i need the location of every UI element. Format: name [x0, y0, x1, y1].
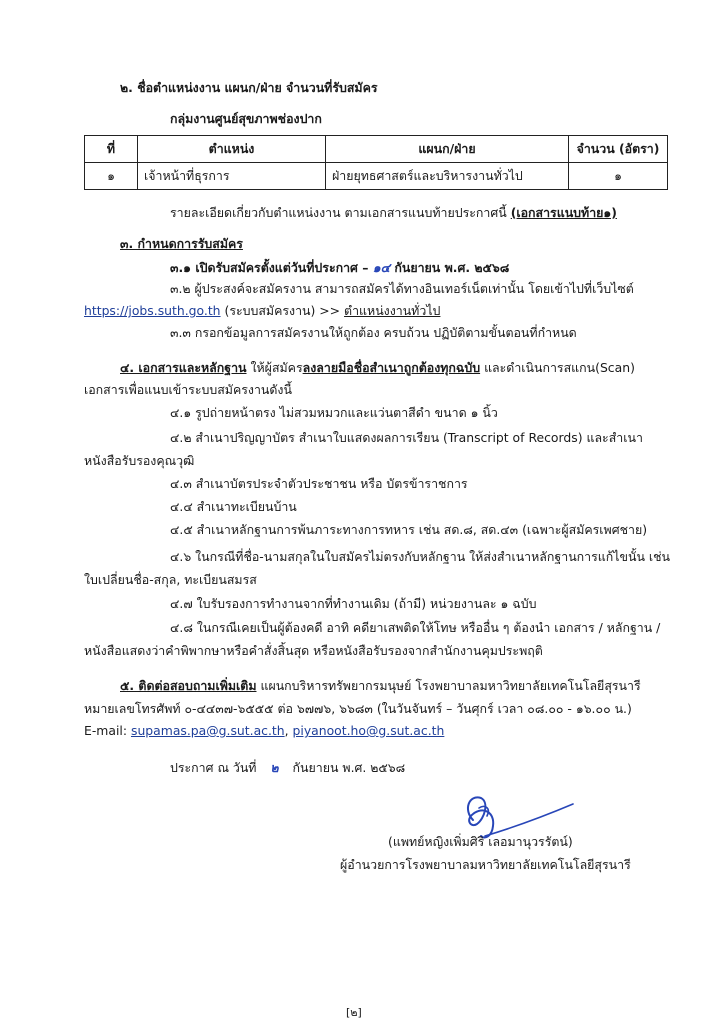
section5-email: E-mail: supamas.pa@g.sut.ac.th, piyanoot.ho@g.sut.ac.th — [84, 723, 445, 738]
item1-prefix: ๓.๑ เปิดรับสมัครตั้งแต่วันที่ประกาศ – — [170, 260, 369, 275]
position-table — [84, 135, 668, 190]
section4-intro — [120, 359, 635, 377]
section4-item7: ๔.๗ ใบรับรองการทำงานจากที่ทำงานเดิม (ถ้ามี) หน่วยงานละ ๑ ฉบับ — [170, 596, 537, 611]
section3-heading-text: ๓. กำหนดการรับสมัคร — [120, 236, 243, 251]
section4-item2-line1: ๔.๒ สำเนาปริญญาบัตร สำเนาใบแสดงผลการเรียน (Transcript of Records) และสำเนา — [170, 430, 643, 445]
col-header-no: ที่ — [85, 136, 138, 163]
section4-item8-line2: หนังสือแสดงว่าคำพิพากษาหรือคำสั่งสิ้นสุด หรือหนังสือรับรองจากสำนักงานคุมประพฤติ — [84, 643, 543, 658]
section3-heading — [120, 235, 243, 253]
section5-line1 — [120, 677, 641, 695]
section3-item3: ๓.๓ กรอกข้อมูลการสมัครงานให้ถูกต้อง ครบถ้วน ปฏิบัติตามขั้นตอนที่กำหนด — [170, 325, 577, 340]
section4-heading: ๔. เอกสารและหลักฐาน — [120, 360, 247, 375]
page-number: [๒] — [346, 1006, 362, 1019]
email-link-2[interactable]: piyanoot.ho@g.sut.ac.th — [292, 723, 445, 738]
table-row — [85, 163, 668, 190]
cell-no: ๑ — [85, 163, 138, 190]
section4-intro-end: และดำเนินการสแกน(Scan) — [484, 360, 635, 375]
section4-item3: ๔.๓ สำเนาบัตรประจำตัวประชาชน หรือ บัตรข้าราชการ — [170, 476, 468, 491]
section4-item8-line1: ๔.๘ ในกรณีเคยเป็นผู้ต้องคดี อาทิ คดียาเสพติดให้โทษ หรืออื่น ๆ ต้องนำ เอกสาร / หลักฐาน / — [170, 620, 661, 635]
section4-item2-line2: หนังสือรับรองคุณวุฒิ — [84, 453, 195, 468]
col-header-department: แผนก/ฝ่าย — [326, 136, 569, 163]
section2-heading: ๒. ชื่อตำแหน่งงาน แผนก/ฝ่าย จำนวนที่รับสมัคร — [120, 80, 378, 95]
cell-department: ฝ่ายยุทธศาสตร์และบริหารงานทั่วไป — [326, 163, 569, 190]
section4-item6-line2: ใบเปลี่ยนชื่อ-สกุล, ทะเบียนสมรส — [84, 572, 257, 587]
section4-intro-bold: ลงลายมือชื่อสำเนาถูกต้องทุกฉบับ — [302, 360, 481, 375]
section4-intro-line2: เอกสารเพื่อแนบเข้าระบบสมัครงานดังนี้ — [84, 382, 292, 397]
email-label: E-mail: — [84, 723, 128, 738]
announce-suffix: กันยายน พ.ศ. ๒๕๖๘ — [292, 760, 406, 775]
signer-title: ผู้อำนวยการโรงพยาบาลมหาวิทยาลัยเทคโนโลยีสุรนารี — [340, 857, 631, 872]
announce-date — [170, 759, 405, 777]
section5-heading: ๕. ติดต่อสอบถามเพิ่มเติม — [120, 678, 257, 693]
announce-day-handwritten: ๒ — [270, 760, 279, 775]
section2-group: กลุ่มงานศูนย์สุขภาพช่องปาก — [170, 111, 322, 126]
section3-item2-line2 — [84, 302, 440, 320]
section4-intro-mid: ให้ผู้สมัคร — [250, 360, 303, 375]
email-link-1[interactable]: supamas.pa@g.sut.ac.th — [130, 723, 285, 738]
section5-phone: หมายเลขโทรศัพท์ ๐-๔๔๓๗-๖๕๕๕ ต่อ ๖๗๗๖, ๖๖๘๓ (ในวันจันทร์ – วันศุกร์ เวลา ๐๘.๐๐ - ๑๖.๐๐ น.) — [84, 701, 632, 716]
signer-name: (แพทย์หญิงเพิ่มศิริ เลอมานุวรรัตน์) — [388, 834, 573, 849]
section3-item2-line1: ๓.๒ ผู้ประสงค์จะสมัครงาน สามารถสมัครได้ทางอินเทอร์เน็ตเท่านั้น โดยเข้าไปที่เว็บไซต์ — [170, 281, 634, 296]
col-header-count: จำนวน (อัตรา) — [569, 136, 668, 163]
item2-mid: (ระบบสมัครงาน) >> — [224, 303, 341, 318]
detail-text: รายละเอียดเกี่ยวกับตำแหน่งงาน ตามเอกสารแนบท้ายประกาศนี้ — [170, 205, 507, 220]
section4-item1: ๔.๑ รูปถ่ายหน้าตรง ไม่สวมหมวกและแว่นตาสีดำ ขนาด ๑ นิ้ว — [170, 405, 498, 420]
detail-attachment-link[interactable]: (เอกสารแนบท้าย๑) — [510, 205, 617, 220]
cell-count: ๑ — [569, 163, 668, 190]
jobs-site-link[interactable]: https://jobs.suth.go.th — [84, 303, 221, 318]
section3-item1 — [170, 259, 509, 277]
announce-prefix: ประกาศ ณ วันที่ — [170, 760, 257, 775]
item1-day-handwritten: ๑๔ — [372, 260, 391, 275]
section4-item6-line1: ๔.๖ ในกรณีที่ชื่อ-นามสกุลในใบสมัครไม่ตรงกับหลักฐาน ให้ส่งสำเนาหลักฐานการแก้ไขนั้น เช่น — [170, 549, 670, 564]
cell-position: เจ้าหน้าที่ธุรการ — [138, 163, 326, 190]
general-positions-link[interactable]: ตำแหน่งงานทั่วไป — [344, 303, 441, 318]
section2-detail — [170, 204, 617, 222]
col-header-position: ตำแหน่ง — [138, 136, 326, 163]
item1-suffix: กันยายน พ.ศ. ๒๕๖๘ — [394, 260, 510, 275]
table-header-row — [85, 136, 668, 163]
section5-line1-rest: แผนกบริหารทรัพยากรมนุษย์ โรงพยาบาลมหาวิทยาลัยเทคโนโลยีสุรนารี — [260, 678, 641, 693]
section4-item5: ๔.๕ สำเนาหลักฐานการพ้นภาระทางการทหาร เช่น สด.๘, สด.๔๓ (เฉพาะผู้สมัครเพศชาย) — [170, 522, 648, 537]
section4-item4: ๔.๔ สำเนาทะเบียนบ้าน — [170, 499, 297, 514]
